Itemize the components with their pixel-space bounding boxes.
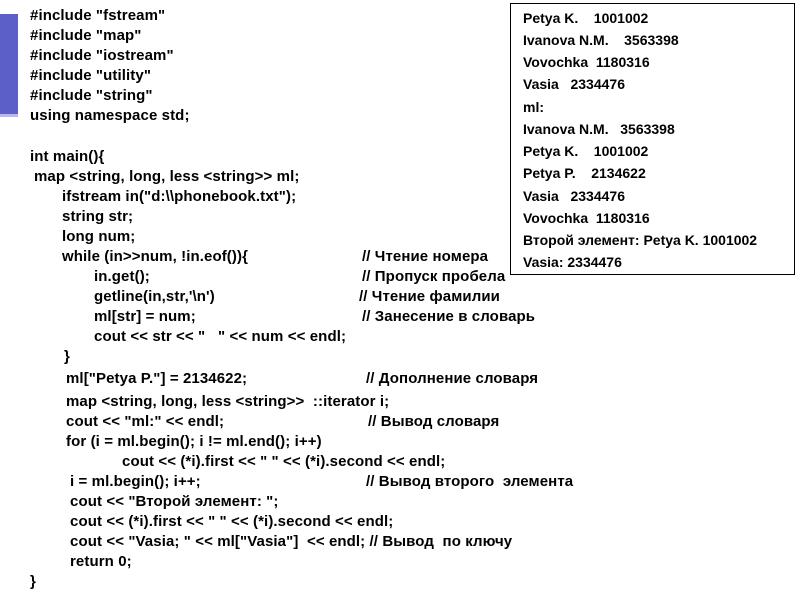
output-line: Ivanova N.M. 3563398: [523, 32, 679, 48]
output-line: Vasia 2334476: [523, 188, 625, 204]
code-line: map <string, long, less <string>> ::iterator i;: [66, 393, 390, 410]
code-line: #include "map": [30, 27, 142, 44]
code-comment: // Дополнение словаря: [366, 370, 539, 387]
code-line: ml["Petya P."] = 2134622;: [66, 370, 248, 387]
output-line: Vovochka 1180316: [523, 54, 650, 70]
code-line: for (i = ml.begin(); i != ml.end(); i++): [66, 433, 322, 450]
code-line: in.get();: [94, 268, 150, 285]
code-line: #include "utility": [30, 67, 152, 84]
code-line: while (in>>num, !in.eof()){: [62, 248, 249, 265]
output-line: ml:: [523, 99, 544, 115]
output-line: Ivanova N.M. 3563398: [523, 121, 675, 137]
code-line: cout << (*i).first << " " << (*i).second << endl;: [122, 453, 446, 470]
console-output-box: [510, 3, 795, 275]
code-line: string str;: [62, 208, 134, 225]
code-line: ml[str] = num;: [94, 308, 196, 325]
code-line: using namespace std;: [30, 107, 190, 124]
code-comment: // Вывод словаря: [368, 413, 500, 430]
code-line: cout << "Vasia; " << ml["Vasia"] << endl; // Вывод по ключу: [70, 533, 513, 550]
output-line: Второй элемент: Petya K. 1001002: [523, 232, 758, 248]
output-line: Vasia: 2334476: [523, 254, 622, 270]
code-line: int main(){: [30, 148, 105, 165]
output-line: Vovochka 1180316: [523, 210, 650, 226]
output-line: Vasia 2334476: [523, 76, 625, 92]
output-line: Petya K. 1001002: [523, 143, 649, 159]
code-line: i = ml.begin(); i++;: [70, 473, 201, 490]
code-line: #include "iostream": [30, 47, 174, 64]
code-line: ifstream in("d:\\phonebook.txt");: [62, 188, 297, 205]
code-line: cout << str << " " << num << endl;: [94, 328, 347, 345]
code-comment: // Занесение в словарь: [362, 308, 536, 325]
output-line: Petya K. 1001002: [523, 10, 649, 26]
code-line: }: [30, 573, 36, 590]
code-line: map <string, long, less <string>> ml;: [34, 168, 300, 185]
code-line: cout << "ml:" << endl;: [66, 413, 225, 430]
code-line: getline(in,str,'\n'): [94, 288, 215, 305]
code-line: }: [64, 348, 70, 365]
code-line: #include "string": [30, 87, 153, 104]
code-line: return 0;: [70, 553, 132, 570]
code-comment: // Чтение номера: [362, 248, 489, 265]
output-line: Petya P. 2134622: [523, 165, 646, 181]
code-comment: // Чтение фамилии: [359, 288, 500, 305]
code-comment: // Вывод второго элемента: [366, 473, 574, 490]
code-line: #include "fstream": [30, 7, 166, 24]
code-line: cout << "Второй элемент: ";: [70, 493, 279, 510]
code-line: long num;: [62, 228, 136, 245]
code-comment: // Пропуск пробела: [362, 268, 506, 285]
code-line: cout << (*i).first << " " << (*i).second << endl;: [70, 513, 394, 530]
